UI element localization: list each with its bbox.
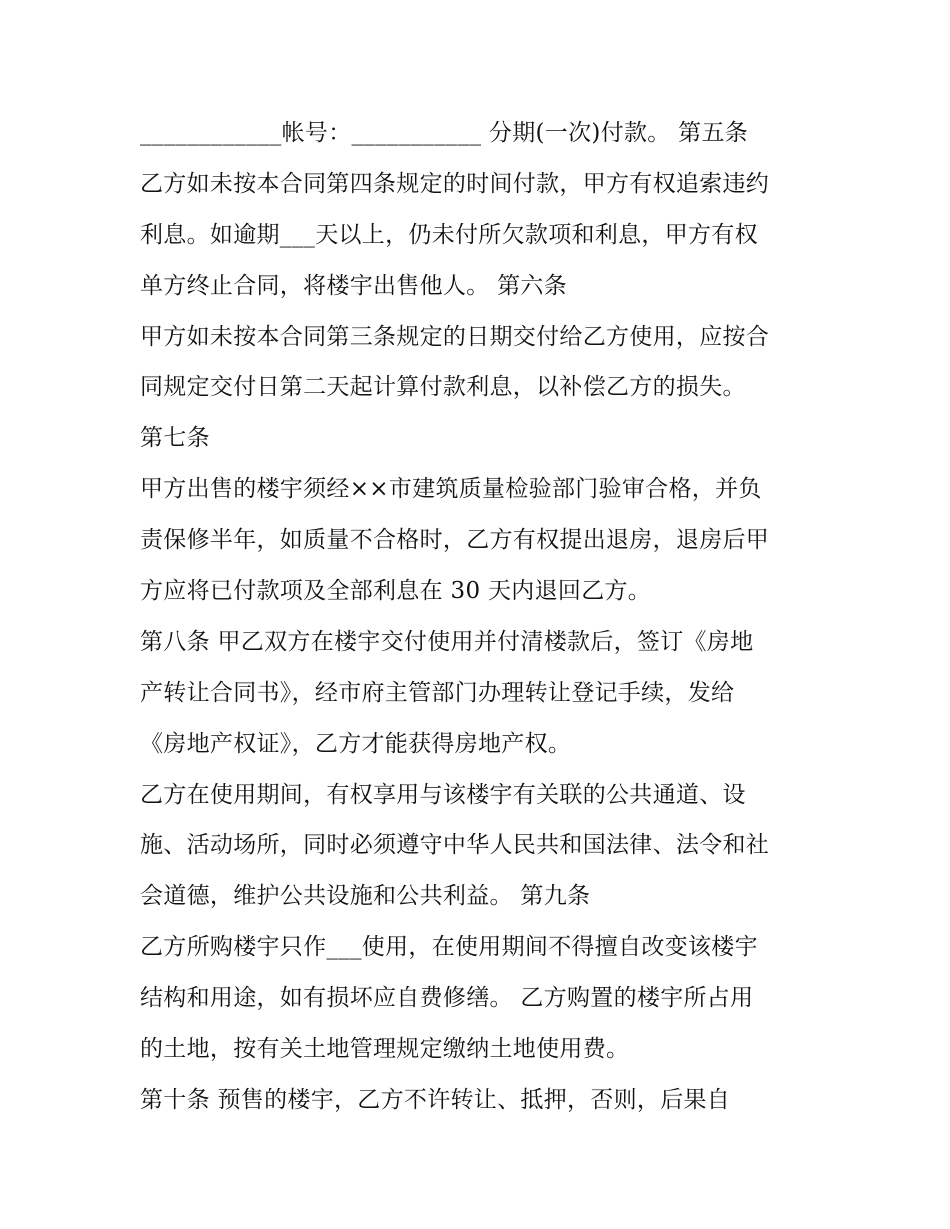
text-line: 产转让合同书》，经市府主管部门办理转让登记手续，发给 — [140, 679, 735, 706]
text-line: 甲方如未按本合同第三条规定的日期交付给乙方使用，应按合 — [140, 323, 770, 350]
text-line: 利息。如逾期___天以上，仍未付所欠款项和利息，甲方有权 — [140, 221, 758, 248]
contract-text — [140, 108, 830, 1126]
text-line: 结构和用途，如有损坏应自费修缮。 乙方购置的楼宇所占用 — [140, 985, 754, 1012]
text-line: 乙方所购楼宇只作___使用，在使用期间不得擅自改变该楼宇 — [140, 934, 758, 961]
text-line: 的土地，按有关土地管理规定缴纳土地使用费。 — [140, 1036, 630, 1063]
text-line: 甲方出售的楼宇须经××市建筑质量检验部门验审合格，并负 — [140, 476, 762, 503]
text-line: 第十条 预售的楼宇，乙方不许转让、抵押，否则，后果自 — [140, 1086, 731, 1113]
text-line: 责保修半年，如质量不合格时，乙方有权提出退房，退房后甲 — [140, 527, 770, 554]
text-line: ____________帐号：___________ 分期(一次)付款。 第五条 — [140, 120, 749, 146]
text-line: 单方终止合同，将楼宇出售他人。 第六条 — [140, 272, 568, 299]
text-line: 第七条 — [140, 425, 210, 452]
text-line: 同规定交付日第二天起计算付款利息，以补偿乙方的损失。 — [140, 374, 746, 401]
text-line: 会道德，维护公共设施和公共利益。 第九条 — [140, 883, 591, 910]
text-line: 施、活动场所，同时必须遵守中华人民共和国法律、法令和社 — [140, 832, 770, 859]
text-line: 乙方在使用期间，有权享用与该楼宇有关联的公共通道、设 — [140, 781, 746, 808]
text-line: 第八条 甲乙双方在楼宇交付使用并付清楼款后，签订《房地 — [140, 628, 754, 655]
text-line: 方应将已付款项及全部利息在 30 天内退回乙方。 — [140, 578, 652, 605]
text-line: 《房地产权证》，乙方才能获得房地产权。 — [140, 730, 572, 757]
text-line: 乙方如未按本合同第四条规定的时间付款，甲方有权追索违约 — [140, 170, 770, 197]
